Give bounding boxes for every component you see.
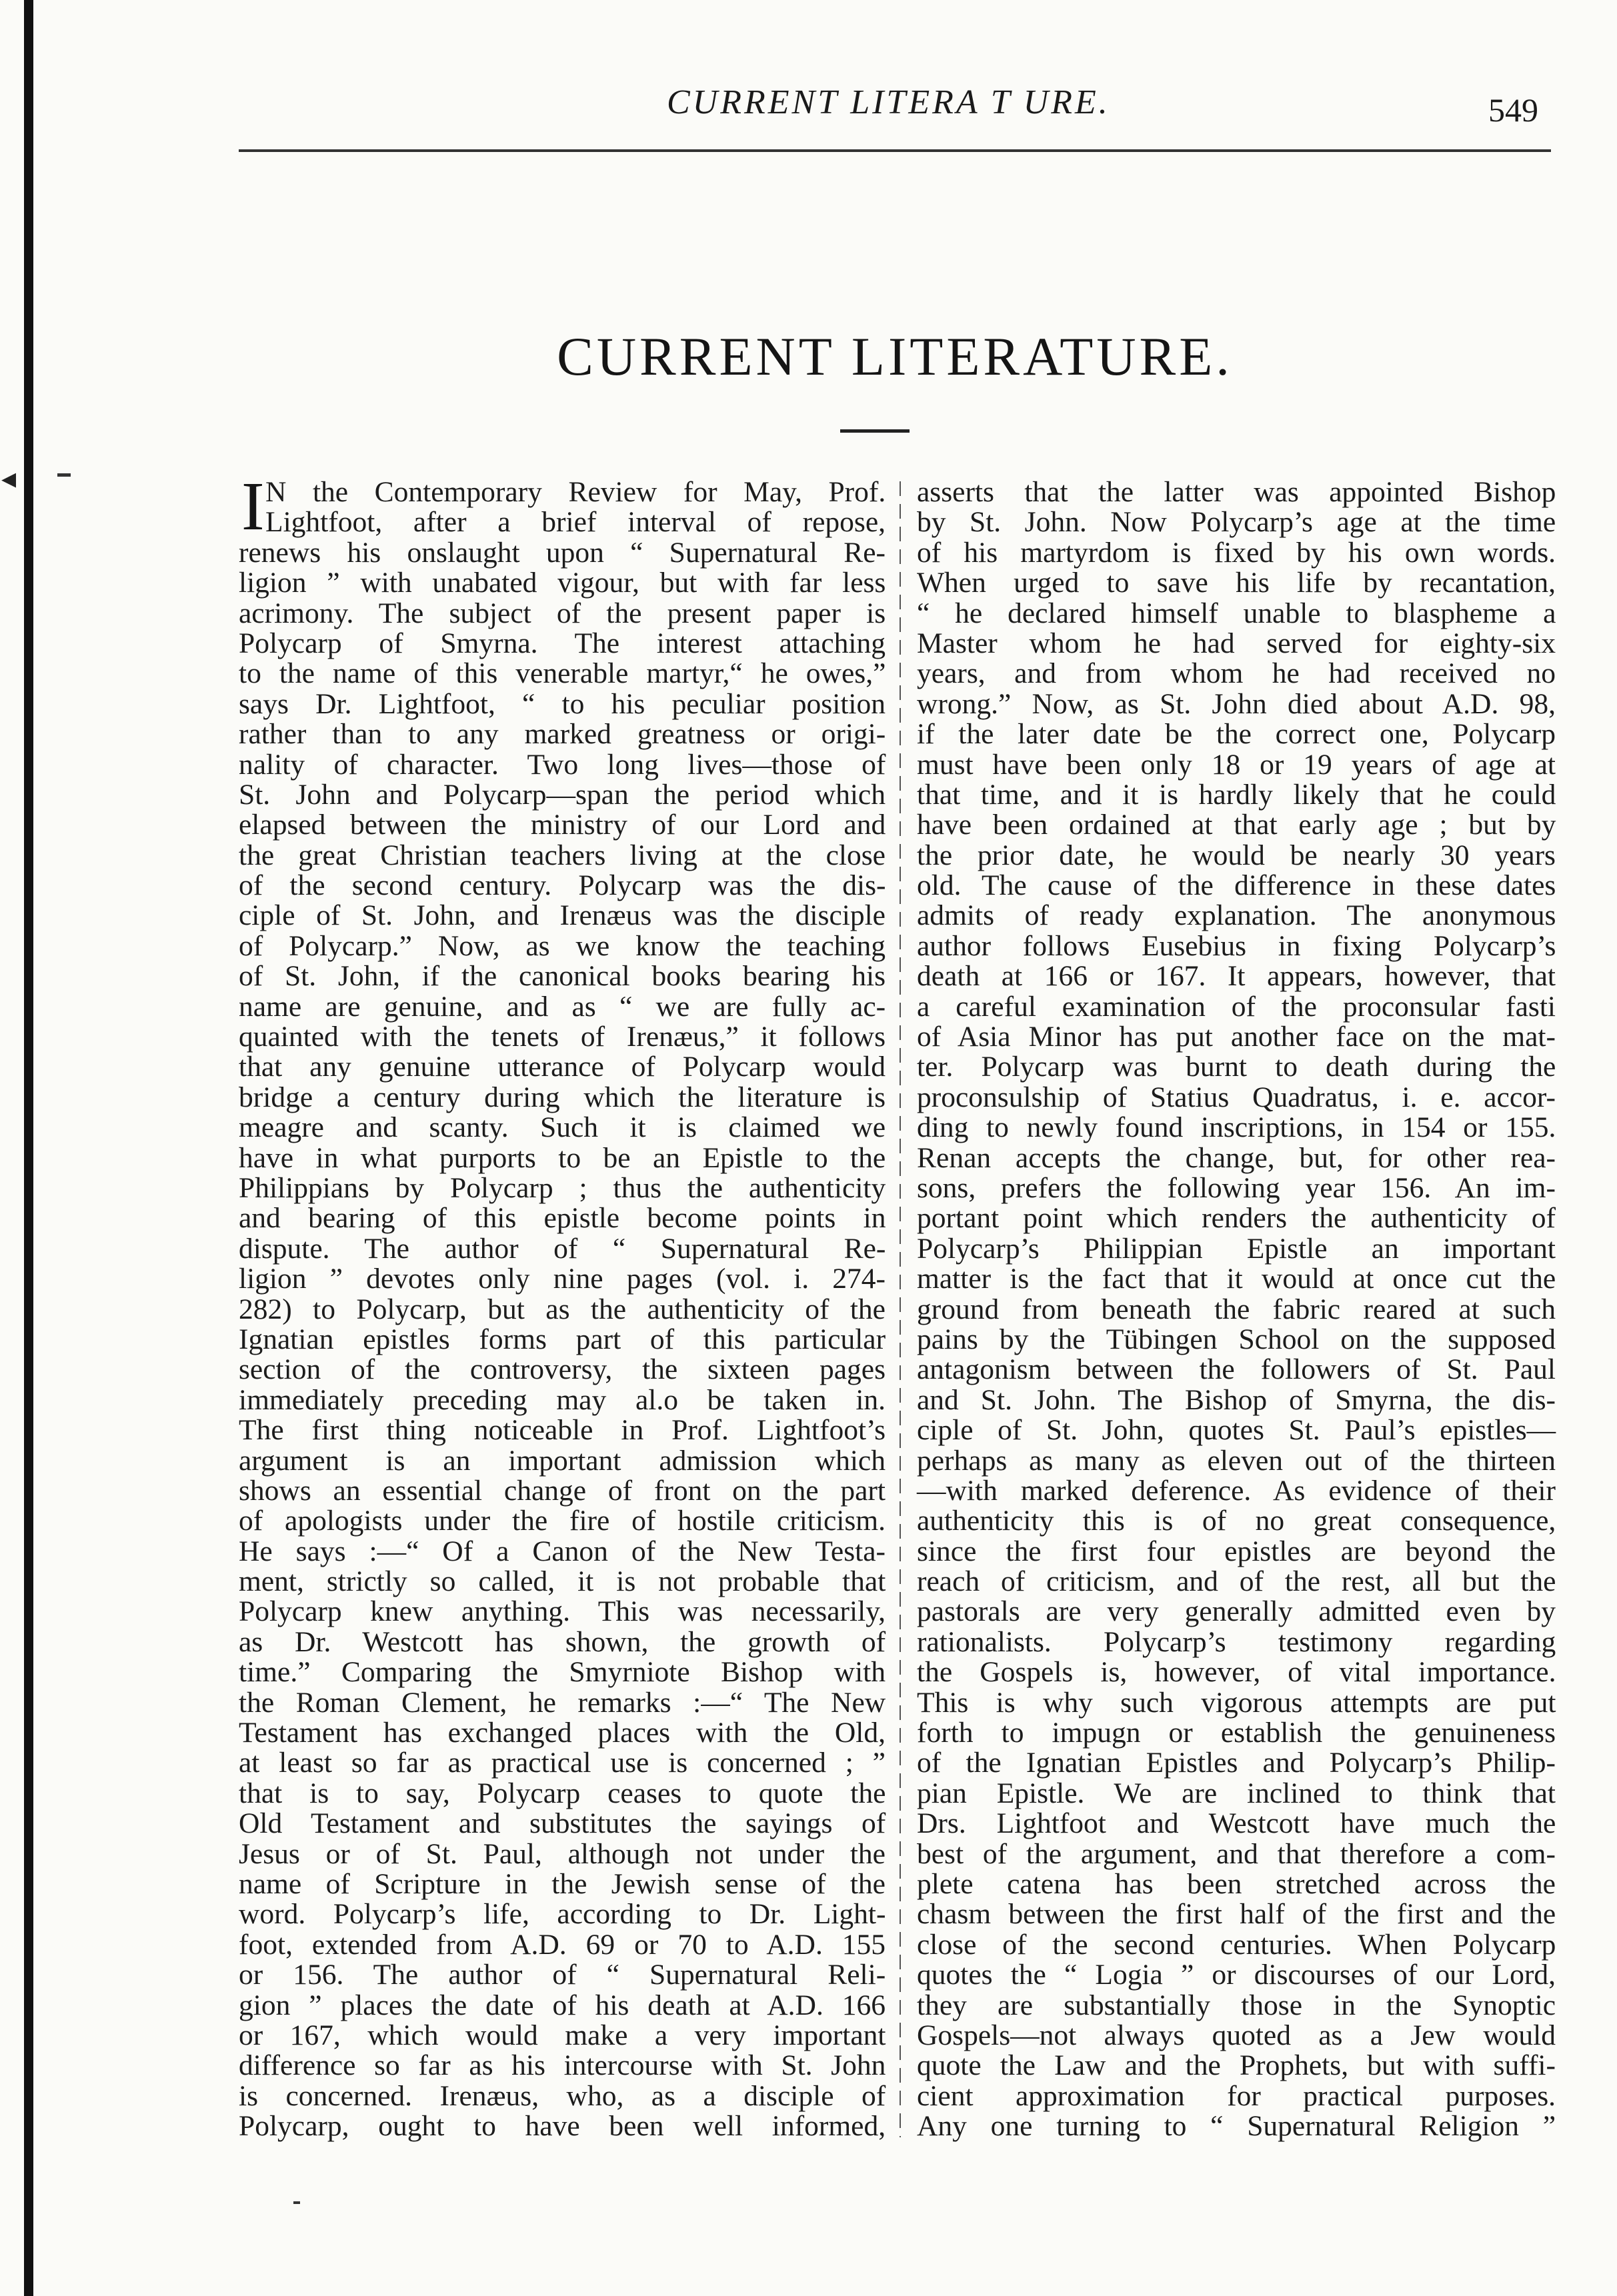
text-line: chasm between the first half of the first and the: [917, 1898, 1556, 1931]
page-number: 549: [1488, 91, 1538, 129]
text-line: of the second century. Polycarp was the dis-: [239, 869, 886, 902]
text-line: Jesus or of St. Paul, although not under the: [239, 1837, 886, 1870]
text-line: name are genuine, and as “ we are fully ac-: [239, 990, 886, 1023]
text-line: ter. Polycarp was burnt to death during the: [917, 1051, 1556, 1083]
text-line: “ he declared himself unable to blaspheme a: [917, 597, 1556, 629]
text-line: pains by the Tübingen School on the supposed: [917, 1323, 1556, 1355]
text-line: reach of criticism, and of the rest, all but the: [917, 1565, 1556, 1598]
text-line: Old Testament and substitutes the sayings of: [239, 1807, 886, 1840]
text-line: and St. John. The Bishop of Smyrna, the dis-: [917, 1383, 1556, 1416]
text-line: admits of ready explanation. The anonymous: [917, 899, 1556, 932]
text-line: to the name of this venerable martyr,“ he owes,”: [239, 657, 886, 690]
text-line: St. John and Polycarp—span the period which: [239, 778, 886, 811]
text-line: of St. John, if the canonical books bearing his: [239, 960, 886, 993]
text-line: renews his onslaught upon “ Supernatural Re-: [239, 536, 886, 569]
text-line: if the later date be the correct one, Polycarp: [917, 718, 1556, 751]
text-line: The first thing noticeable in Prof. Lightfoot’s: [239, 1414, 886, 1447]
header-rule: [239, 149, 1551, 152]
text-line: ding to newly found inscriptions, in 154 or 155.: [917, 1111, 1556, 1144]
text-line: years, and from whom he had received no: [917, 657, 1556, 690]
text-line: since the first four epistles are beyond the: [917, 1535, 1556, 1567]
text-line: of Polycarp.” Now, as we know the teaching: [239, 929, 886, 962]
text-line: 282) to Polycarp, but as the authenticity of the: [239, 1293, 886, 1325]
text-line: says Dr. Lightfoot, “ to his peculiar position: [239, 687, 886, 720]
text-line: authenticity this is of no great consequence,: [917, 1505, 1556, 1537]
text-line: name of Scripture in the Jewish sense of the: [239, 1867, 886, 1900]
text-line: the great Christian teachers living at the close: [239, 839, 886, 871]
text-line: they are substantially those in the Synoptic: [917, 1989, 1556, 2021]
text-line: argument is an important admission which: [239, 1444, 886, 1477]
text-line: antagonism between the followers of St. Paul: [917, 1353, 1556, 1386]
text-line: pastorals are very generally admitted even by: [917, 1595, 1556, 1628]
text-line: He says :—“ Of a Canon of the New Testa-: [239, 1535, 886, 1567]
text-line: Polycarp knew anything. This was necessarily,: [239, 1595, 886, 1628]
text-line: meagre and scanty. Such it is claimed we: [239, 1111, 886, 1144]
text-line: ment, strictly so called, it is not probable that: [239, 1565, 886, 1598]
text-line: best of the argument, and that therefore a com-: [917, 1837, 1556, 1870]
text-line: by St. John. Now Polycarp’s age at the time: [917, 506, 1556, 539]
column-divider: [900, 481, 901, 2137]
text-line: that time, and it is hardly likely that he could: [917, 778, 1556, 811]
article-title: CURRENT LITERATURE.: [557, 326, 1233, 387]
drop-cap: I: [241, 468, 265, 545]
text-line: forth to impugn or establish the genuineness: [917, 1717, 1556, 1749]
text-line: or 167, which would make a very important: [239, 2019, 886, 2051]
text-line: difference so far as his intercourse with St. John: [239, 2049, 886, 2082]
text-line: author follows Eusebius in fixing Polycarp’s: [917, 929, 1556, 962]
text-line: or 156. The author of “ Supernatural Reli-: [239, 1959, 886, 1991]
text-line: plete catena has been stretched across the: [917, 1867, 1556, 1900]
text-line: N the Contemporary Review for May, Prof.: [265, 476, 886, 508]
text-line: Renan accepts the change, but, for other rea-: [917, 1141, 1556, 1174]
text-line: proconsulship of Statius Quadratus, i. e. accor-: [917, 1081, 1556, 1113]
text-line: Polycarp, ought to have been well informed,: [239, 2110, 886, 2143]
text-line: wrong.” Now, as St. John died about A.D. 98,: [917, 687, 1556, 720]
text-line: at least so far as practical use is concerned ; ”: [239, 1747, 886, 1779]
text-line: elapsed between the ministry of our Lord and: [239, 809, 886, 841]
text-line: shows an essential change of front on the part: [239, 1474, 886, 1507]
text-line: foot, extended from A.D. 69 or 70 to A.D. 155: [239, 1928, 886, 1961]
edge-arrow-icon: ◂: [1, 461, 17, 495]
text-line: is concerned. Irenæus, who, as a disciple of: [239, 2079, 886, 2112]
text-line: —with marked deference. As evidence of their: [917, 1474, 1556, 1507]
text-line: quote the Law and the Prophets, but with suffi-: [917, 2049, 1556, 2082]
text-line: must have been only 18 or 19 years of age at: [917, 748, 1556, 781]
text-line: close of the second centuries. When Polycarp: [917, 1928, 1556, 1961]
text-line: cient approximation for practical purposes.: [917, 2079, 1556, 2112]
text-line: the prior date, he would be nearly 30 years: [917, 839, 1556, 871]
text-line: This is why such vigorous attempts are put: [917, 1686, 1556, 1719]
text-line: the Gospels is, however, of vital importance.: [917, 1656, 1556, 1689]
text-line: gion ” places the date of his death at A.D. 166: [239, 1989, 886, 2021]
text-line: that is to say, Polycarp ceases to quote the: [239, 1777, 886, 1809]
text-line: Lightfoot, after a brief interval of repose,: [265, 506, 886, 539]
text-line: of his martyrdom is fixed by his own words.: [917, 536, 1556, 569]
text-line: ligion ” with unabated vigour, but with far less: [239, 567, 886, 599]
text-line: rather than to any marked greatness or origi-: [239, 718, 886, 751]
text-line: Drs. Lightfoot and Westcott have much the: [917, 1807, 1556, 1840]
text-line: and bearing of this epistle become points in: [239, 1202, 886, 1235]
text-line: the Roman Clement, he remarks :—“ The New: [239, 1686, 886, 1719]
text-line: matter is the fact that it would at once cut the: [917, 1263, 1556, 1295]
page-edge-rule: [24, 0, 33, 2296]
edge-dash: [57, 473, 71, 477]
text-line: quainted with the tenets of Irenæus,” it follows: [239, 1021, 886, 1053]
text-line: that any genuine utterance of Polycarp would: [239, 1051, 886, 1083]
text-line: bridge a century during which the literature is: [239, 1081, 886, 1113]
text-line: a careful examination of the proconsular fasti: [917, 990, 1556, 1023]
text-line: perhaps as many as eleven out of the thirteen: [917, 1444, 1556, 1477]
text-line: rationalists. Polycarp’s testimony regarding: [917, 1625, 1556, 1658]
text-line: death at 166 or 167. It appears, however, that: [917, 960, 1556, 993]
text-line: word. Polycarp’s life, according to Dr. Light-: [239, 1898, 886, 1931]
text-line: ligion ” devotes only nine pages (vol. i. 274-: [239, 1263, 886, 1295]
text-line: of Asia Minor has put another face on the mat-: [917, 1021, 1556, 1053]
right-column: [917, 477, 1556, 2141]
running-head: CURRENT LITERA T URE.: [667, 83, 1110, 121]
text-line: have in what purports to be an Epistle to the: [239, 1141, 886, 1174]
left-column: [239, 468, 886, 2143]
text-line: Polycarp’s Philippian Epistle an important: [917, 1232, 1556, 1265]
text-line: sons, prefers the following year 156. An im-: [917, 1171, 1556, 1204]
text-line: acrimony. The subject of the present paper is: [239, 597, 886, 629]
text-line: dispute. The author of “ Supernatural Re-: [239, 1232, 886, 1265]
title-rule: [840, 429, 910, 433]
text-line: old. The cause of the difference in these dates: [917, 869, 1556, 902]
text-line: ground from beneath the fabric reared at such: [917, 1293, 1556, 1325]
text-line: ciple of St. John, quotes St. Paul’s epistles—: [917, 1414, 1556, 1447]
text-line: Testament has exchanged places with the Old,: [239, 1717, 886, 1749]
text-line: Polycarp of Smyrna. The interest attaching: [239, 627, 886, 659]
text-line: nality of character. Two long lives—those of: [239, 748, 886, 781]
text-line: have been ordained at that early age ; but by: [917, 809, 1556, 841]
text-line: of the Ignatian Epistles and Polycarp’s Philip-: [917, 1747, 1556, 1779]
text-line: section of the controversy, the sixteen pages: [239, 1353, 886, 1386]
text-line: ciple of St. John, and Irenæus was the disciple: [239, 899, 886, 932]
footer-mark: [293, 2201, 300, 2204]
text-line: pian Epistle. We are inclined to think that: [917, 1777, 1556, 1809]
text-line: quotes the “ Logia ” or discourses of our Lord,: [917, 1959, 1556, 1991]
text-line: When urged to save his life by recantation,: [917, 567, 1556, 599]
text-line: Gospels—not always quoted as a Jew would: [917, 2019, 1556, 2051]
text-line: portant point which renders the authenticity of: [917, 1202, 1556, 1235]
text-line: immediately preceding may al.o be taken in.: [239, 1383, 886, 1416]
text-line: time.” Comparing the Smyrniote Bishop with: [239, 1656, 886, 1689]
text-line: of apologists under the fire of hostile criticism.: [239, 1505, 886, 1537]
text-line: asserts that the latter was appointed Bishop: [917, 476, 1556, 508]
text-line: Philippians by Polycarp ; thus the authenticity: [239, 1171, 886, 1204]
text-line: Ignatian epistles forms part of this particular: [239, 1323, 886, 1355]
text-line: Master whom he had served for eighty-six: [917, 627, 1556, 659]
text-line: as Dr. Westcott has shown, the growth of: [239, 1625, 886, 1658]
text-line: Any one turning to “ Supernatural Religion ”: [917, 2110, 1556, 2143]
